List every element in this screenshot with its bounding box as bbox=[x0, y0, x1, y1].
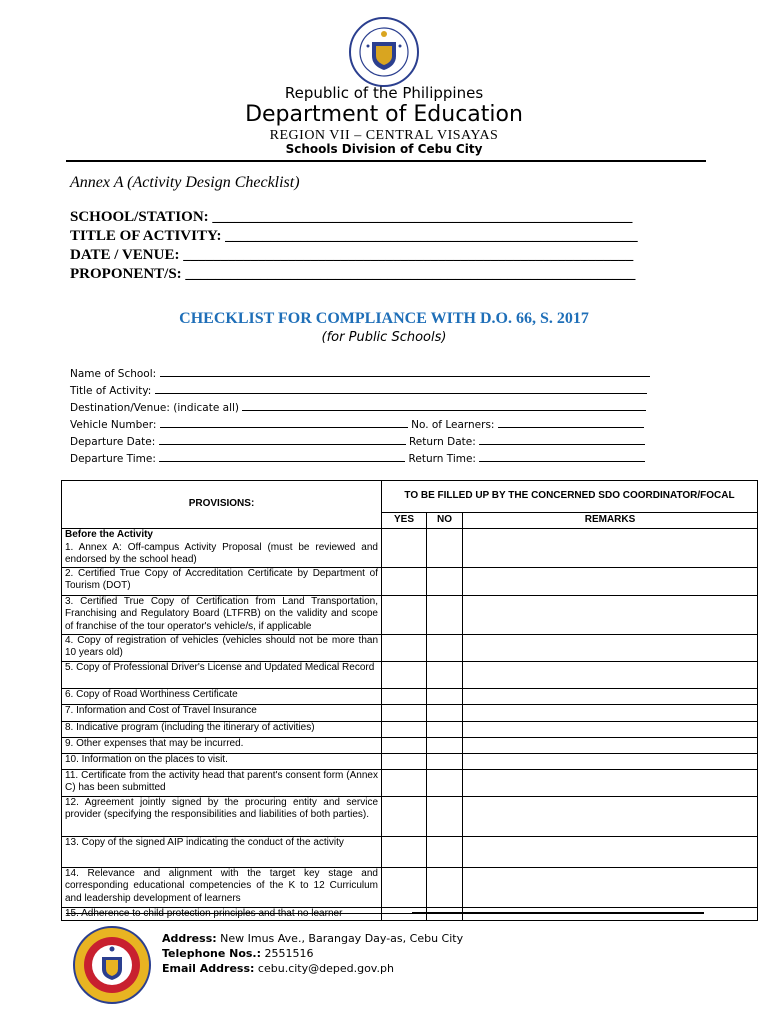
info-destination: Destination/Venue: (indicate all) bbox=[70, 401, 646, 414]
section-before-activity: Before the Activity bbox=[65, 529, 153, 540]
provisions-header: PROVISIONS: bbox=[62, 481, 382, 529]
table-row: 6. Copy of Road Worthiness Certificate bbox=[62, 688, 758, 704]
table-row: 5. Copy of Professional Driver's License and Updated Medical Record bbox=[62, 661, 758, 688]
remarks-cell[interactable] bbox=[463, 737, 758, 753]
info-vehicle-number: Vehicle Number: No. of Learners: bbox=[70, 418, 644, 431]
coordinator-header: TO BE FILLED UP BY THE CONCERNED SDO COORDINATOR/FOCAL bbox=[382, 481, 758, 513]
table-row: 4. Copy of registration of vehicles (vehicles should not be more than 10 years old) bbox=[62, 634, 758, 661]
footer-divider-left bbox=[66, 913, 412, 914]
remarks-cell[interactable] bbox=[463, 769, 758, 796]
yes-cell[interactable] bbox=[382, 595, 427, 634]
table-row: 14. Relevance and alignment with the target key stage and corresponding educational competencies of the K to 12 Curriculum and leadership development of learners bbox=[62, 867, 758, 907]
field-school-station: SCHOOL/STATION: ________________________________________________________ bbox=[70, 209, 633, 225]
no-cell[interactable] bbox=[427, 634, 463, 661]
yes-cell[interactable] bbox=[382, 704, 427, 721]
remarks-header: REMARKS bbox=[463, 513, 758, 529]
no-cell[interactable] bbox=[427, 661, 463, 688]
no-cell[interactable] bbox=[427, 721, 463, 737]
table-row: 13. Copy of the signed AIP indicating the conduct of the activity bbox=[62, 836, 758, 867]
table-row: 10. Information on the places to visit. bbox=[62, 753, 758, 769]
table-row: 12. Agreement jointly signed by the procuring entity and service provider (specifying the responsibilities and liabilities of both parties). bbox=[62, 796, 758, 836]
header-department: Department of Education bbox=[245, 102, 523, 127]
table-row: 9. Other expenses that may be incurred. bbox=[62, 737, 758, 753]
checklist-subtitle: (for Public Schools) bbox=[321, 330, 447, 345]
no-cell[interactable] bbox=[427, 867, 463, 907]
remarks-cell[interactable] bbox=[463, 661, 758, 688]
yes-cell[interactable] bbox=[382, 737, 427, 753]
table-row: 8. Indicative program (including the itinerary of activities) bbox=[62, 721, 758, 737]
table-row: 7. Information and Cost of Travel Insurance bbox=[62, 704, 758, 721]
remarks-cell[interactable] bbox=[463, 634, 758, 661]
yes-cell[interactable] bbox=[382, 567, 427, 595]
yes-cell[interactable] bbox=[382, 661, 427, 688]
footer-divider bbox=[412, 912, 704, 914]
no-header: NO bbox=[427, 513, 463, 529]
remarks-cell[interactable] bbox=[463, 567, 758, 595]
field-proponents: PROPONENT/S: ____________________________________________________________ bbox=[70, 266, 636, 282]
footer-address: Address: New Imus Ave., Barangay Day-as, Cebu City bbox=[162, 932, 464, 945]
checklist-title: CHECKLIST FOR COMPLIANCE WITH D.O. 66, S. 2017 bbox=[179, 310, 589, 327]
info-departure-time: Departure Time: Return Time: bbox=[70, 452, 645, 465]
table-row: 11. Certificate from the activity head that parent's consent form (Annex C) has been submitted bbox=[62, 769, 758, 796]
no-cell[interactable] bbox=[427, 769, 463, 796]
remarks-cell[interactable] bbox=[463, 529, 758, 568]
no-cell[interactable] bbox=[427, 753, 463, 769]
yes-cell[interactable] bbox=[382, 529, 427, 568]
info-departure-date: Departure Date: Return Date: bbox=[70, 435, 645, 448]
yes-cell[interactable] bbox=[382, 688, 427, 704]
field-title-of-activity: TITLE OF ACTIVITY: _______________________________________________________ bbox=[70, 228, 638, 244]
field-date-venue: DATE / VENUE: ____________________________________________________________ bbox=[70, 247, 634, 263]
table-row: 15. Adherence to child protection principles and that no learner bbox=[62, 907, 758, 920]
no-cell[interactable] bbox=[427, 529, 463, 568]
yes-cell[interactable] bbox=[382, 769, 427, 796]
table-row: 3. Certified True Copy of Certification from Land Transportation, Franchising and Regulatory Board (LTFRB) on the validity and scope of franchise of the tour operator's vehicle/s, if applicable bbox=[62, 595, 758, 634]
no-cell[interactable] bbox=[427, 704, 463, 721]
table-row: 2. Certified True Copy of Accreditation Certificate by Department of Tourism (DOT) bbox=[62, 567, 758, 595]
division-logo bbox=[72, 925, 152, 1005]
remarks-cell[interactable] bbox=[463, 688, 758, 704]
yes-cell[interactable] bbox=[382, 721, 427, 737]
header-division: Schools Division of Cebu City bbox=[285, 142, 483, 156]
remarks-cell[interactable] bbox=[463, 867, 758, 907]
yes-cell[interactable] bbox=[382, 634, 427, 661]
table-row: Before the Activity 1. Annex A: Off-campus Activity Proposal (must be reviewed and endorsed by the school head) bbox=[62, 529, 758, 568]
remarks-cell[interactable] bbox=[463, 721, 758, 737]
remarks-cell[interactable] bbox=[463, 595, 758, 634]
no-cell[interactable] bbox=[427, 737, 463, 753]
header-republic: Republic of the Philippines bbox=[284, 84, 484, 102]
annex-title: Annex A (Activity Design Checklist) bbox=[70, 174, 300, 191]
no-cell[interactable] bbox=[427, 688, 463, 704]
header-divider bbox=[66, 160, 706, 162]
no-cell[interactable] bbox=[427, 836, 463, 867]
no-cell[interactable] bbox=[427, 567, 463, 595]
footer-telephone: Telephone Nos.: 2551516 bbox=[162, 947, 314, 960]
deped-seal-logo bbox=[348, 16, 420, 88]
no-cell[interactable] bbox=[427, 595, 463, 634]
remarks-cell[interactable] bbox=[463, 704, 758, 721]
info-name-of-school: Name of School: bbox=[70, 367, 650, 380]
header-region: REGION VII – CENTRAL VISAYAS bbox=[269, 128, 499, 143]
remarks-cell[interactable] bbox=[463, 836, 758, 867]
yes-header: YES bbox=[382, 513, 427, 529]
remarks-cell[interactable] bbox=[463, 796, 758, 836]
yes-cell[interactable] bbox=[382, 836, 427, 867]
no-cell[interactable] bbox=[427, 796, 463, 836]
footer-email: Email Address: cebu.city@deped.gov.ph bbox=[162, 962, 394, 975]
info-title-of-activity: Title of Activity: bbox=[70, 384, 647, 397]
yes-cell[interactable] bbox=[382, 867, 427, 907]
yes-cell[interactable] bbox=[382, 796, 427, 836]
remarks-cell[interactable] bbox=[463, 753, 758, 769]
yes-cell[interactable] bbox=[382, 753, 427, 769]
checklist-table bbox=[61, 480, 758, 921]
